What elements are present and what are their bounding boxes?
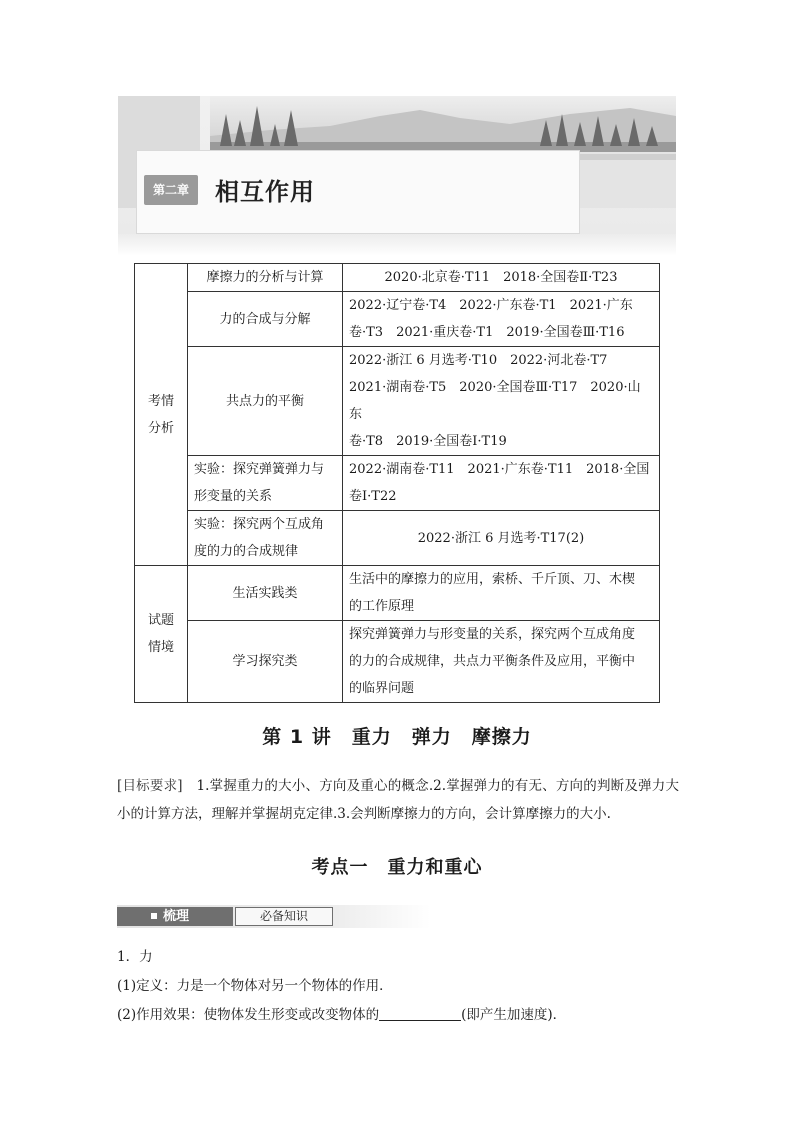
chapter-banner — [118, 96, 676, 256]
source-line: 的力的合成规律，共点力平衡条件及应用，平衡中 — [349, 654, 636, 669]
source-line: 卷Ⅰ·T22 — [349, 489, 397, 504]
source-line: 2022·浙江 6 月选考·T17(2) — [417, 530, 585, 546]
topic-line: 形变量的关系 — [194, 489, 273, 504]
section-dark-text: 梳理 — [163, 909, 190, 924]
definition-line: (1)定义：力是一个物体对另一个物体的作用． — [117, 978, 393, 994]
source-cell — [343, 566, 660, 621]
topic-line: 摩擦力的分析与计算 — [206, 270, 324, 285]
lecture-title: 第 1 讲 重力 弹力 摩擦力 — [262, 726, 532, 748]
objective-tag: [目标要求] — [117, 778, 183, 794]
topic-line: 生活实践类 — [232, 585, 298, 601]
effect-text-after: (即产生加速度)． — [461, 1007, 567, 1023]
table-row — [135, 621, 660, 703]
table-row — [135, 566, 660, 621]
topic-line: 度的力的合成规律 — [194, 544, 299, 559]
section-label-light: 必备知识 — [235, 907, 333, 926]
exam-analysis-table — [134, 263, 660, 703]
banner-shadow — [118, 234, 676, 256]
topic-line: 实验：探究弹簧弹力与 — [194, 462, 325, 477]
source-line: 卷·T3 2021·重庆卷·T1 2019·全国卷Ⅲ·T16 — [349, 325, 625, 340]
source-line: 卷·T8 2019·全国卷Ⅰ·T19 — [349, 434, 507, 449]
source-line: 2020·北京卷·T11 2018·全国卷Ⅱ·T23 — [384, 270, 618, 285]
topic-line: 共点力的平衡 — [225, 393, 304, 409]
source-cell — [343, 292, 660, 347]
source-line: 2022·浙江 6 月选考·T10 2022·河北卷·T7 — [349, 353, 608, 368]
topic-line: 学习探究类 — [232, 654, 298, 669]
section-bar — [117, 905, 431, 928]
table-row — [135, 292, 660, 347]
source-cell — [343, 621, 660, 703]
topic-cell — [188, 347, 343, 456]
source-line: 的工作原理 — [349, 599, 415, 614]
topic-cell — [188, 511, 343, 566]
source-line: 生活中的摩擦力的应用，索桥、千斤顶、刀、木楔 — [349, 572, 636, 587]
category-label-line: 考情 — [147, 393, 174, 409]
table-row — [135, 456, 660, 511]
category-label-line: 分析 — [147, 420, 174, 436]
topic-cell — [188, 456, 343, 511]
topic-cell — [188, 566, 343, 621]
topic-cell — [188, 264, 343, 292]
source-cell — [343, 511, 660, 566]
source-cell — [343, 347, 660, 456]
square-bullet-icon — [151, 913, 157, 919]
source-line: 的临界问题 — [349, 681, 415, 696]
topic-cell — [188, 292, 343, 347]
topic-line: 实验：探究两个互成角 — [194, 517, 325, 532]
chapter-title-box — [136, 150, 580, 234]
effect-line — [117, 1003, 566, 1023]
topic-line: 力的合成与分解 — [219, 311, 311, 327]
objective-text: 1.掌握重力的大小、方向及重心的概念.2.掌握弹力的有无、方向的判断及弹力大小的计算方法，理解并掌握胡克定律.3.会判断摩擦力的方向，会计算摩擦力的大小. — [117, 778, 679, 822]
topic-cell — [188, 621, 343, 703]
source-cell — [343, 264, 660, 292]
category-cell — [135, 566, 188, 703]
kaodian-title: 考点一 重力和重心 — [311, 857, 483, 878]
objective-paragraph — [117, 772, 679, 828]
item-heading: 1．力 — [117, 949, 153, 965]
source-line: 2022·湖南卷·T11 2021·广东卷·T11 2018·全国 — [349, 462, 650, 477]
category-label-line: 情境 — [147, 640, 174, 655]
section-label-dark — [117, 907, 233, 926]
source-line: 2021·湖南卷·T5 2020·全国卷Ⅲ·T17 2020·山东 — [349, 380, 641, 422]
source-line: 2022·辽宁卷·T4 2022·广东卷·T1 2021·广东 — [349, 298, 633, 313]
source-cell — [343, 456, 660, 511]
table-row — [135, 347, 660, 456]
chapter-tag: 第二章 — [144, 175, 198, 205]
effect-text-before: (2)作用效果：使物体发生形变或改变物体的 — [117, 1007, 380, 1023]
chapter-title: 相互作用 — [215, 178, 315, 206]
source-line: 探究弹簧弹力与形变量的关系，探究两个互成角度 — [349, 627, 636, 642]
fill-in-blank[interactable] — [379, 1006, 461, 1021]
category-cell — [135, 264, 188, 566]
category-label-line: 试题 — [147, 613, 174, 628]
table-row — [135, 264, 660, 292]
table-row — [135, 511, 660, 566]
